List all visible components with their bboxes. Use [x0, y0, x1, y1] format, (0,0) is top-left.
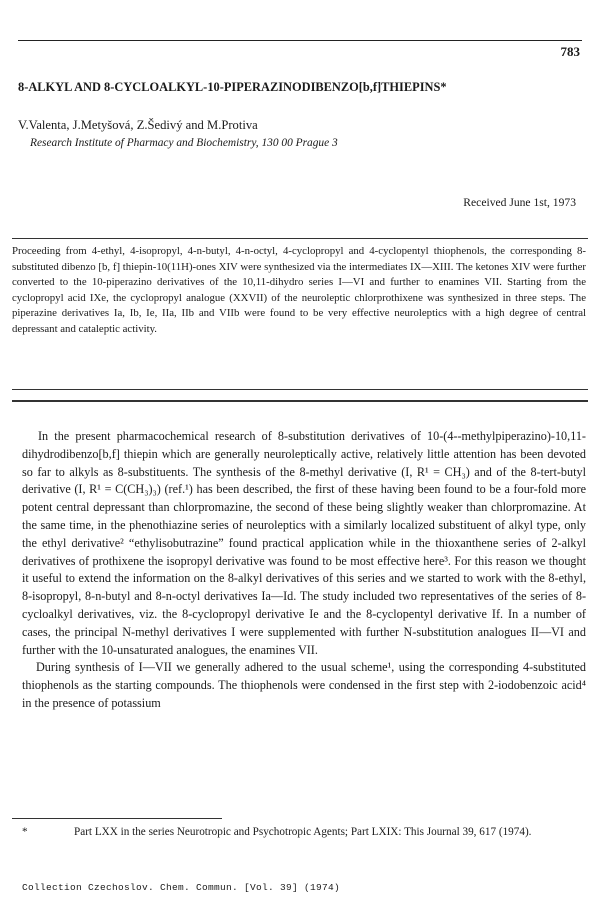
footnote-mark: * [22, 826, 28, 838]
section-separator [12, 400, 588, 402]
body-paragraph-1: In the present pharmacochemical research of 8-substitution derivatives of 10-(4--methylpiperazino)-10,11-dihydrodibenzo[b,f] thiepin which are generally neuroleptically active, relatively little attention has been devoted so far to alkyls as 8-substituents. The synthesis of the 8-methyl derivative (I, R¹ = CH₃) and of the 8-tert-butyl derivative (I, R¹ = C(CH₃)₃) (ref.¹) has been described, the first of these having been found to be a four-fold more potent central depressant than chlorpromazine, the second of these being slightly weaker than chlorpromazine. At the same time, in the phenothiazine series of neuroleptics with a similarly localized substituent of alkyl type, only the ethyl derivative² “ethylisobutrazine” found practical application while in the thioxanthene series of 2-alkyl derivatives of prothixene the isopropyl derivative was found to be most effective here³. For this reason we thought it useful to extend the information on the 8-alkyl derivatives of this series and we started to work with the 8-ethyl, 8-isopropyl, 8-n-butyl and 8-n-octyl derivatives Ia—Id. The study included two representatives of the series of 8-cycloalkyl derivatives, viz. the 8-cyclopropyl derivative Ie and the 8-cyclopentyl derivative If. In a number of cases, the principal N-methyl derivatives I were supplemented with further N-substitution analogues II—VI and further with the 10-unsaturated analogues, the enamines VII. [22, 429, 586, 657]
footnote-rule [12, 818, 222, 819]
article-body [22, 428, 586, 713]
abstract-bottom-rule [12, 389, 588, 390]
received-date: Received June 1st, 1973 [463, 196, 576, 209]
journal-citation: Collection Czechoslov. Chem. Commun. [Vol. 39] (1974) [22, 882, 341, 893]
affiliation: Research Institute of Pharmacy and Biochemistry, 130 00 Prague 3 [30, 137, 338, 149]
abstract: Proceeding from 4-ethyl, 4-isopropyl, 4-n-butyl, 4-n-octyl, 4-cyclopropyl and 4-cyclopentyl thiophenols, the corresponding 8-substituted dibenzo [b, f] thiepin-10(11H)-ones XIV were synthesized via the intermediates IX—XIII. The ketones XIV were further converted to the 10-piperazino derivatives of the 10,11-dihydro series I—VI and further to enamines VII. Starting from the cyclopropyl acid IXe, the cyclopropyl analogue (XXVII) of the neuroleptic chlorprothixene was synthesized in three steps. The piperazine derivatives Ia, Ib, Ie, IIa, IIb and VIIb were found to be very effective neuroleptics with a high degree of central depressant and cataleptic activity. [12, 245, 586, 335]
article-title: 8-ALKYL AND 8-CYCLOALKYL-10-PIPERAZINODIBENZO[b,f]THIEPINS* [18, 80, 447, 94]
authors: V.Valenta, J.Metyšová, Z.Šedivý and M.Protiva [18, 118, 258, 132]
footnote [22, 824, 582, 841]
page-number: 783 [560, 44, 580, 59]
abstract-top-rule [12, 238, 588, 239]
body-paragraph-2: During synthesis of I—VII we generally adhered to the usual scheme¹, using the corresponding 4-substituted thiophenols as the starting compounds. The thiophenols were condensed in the first step with 2-iodobenzoic acid⁴ in the presence of potassium [22, 660, 586, 710]
header-rule [18, 40, 582, 41]
footnote-text: Part LXX in the series Neurotropic and Psychotropic Agents; Part LXIX: This Journal 39, 617 (1974). [74, 826, 532, 838]
